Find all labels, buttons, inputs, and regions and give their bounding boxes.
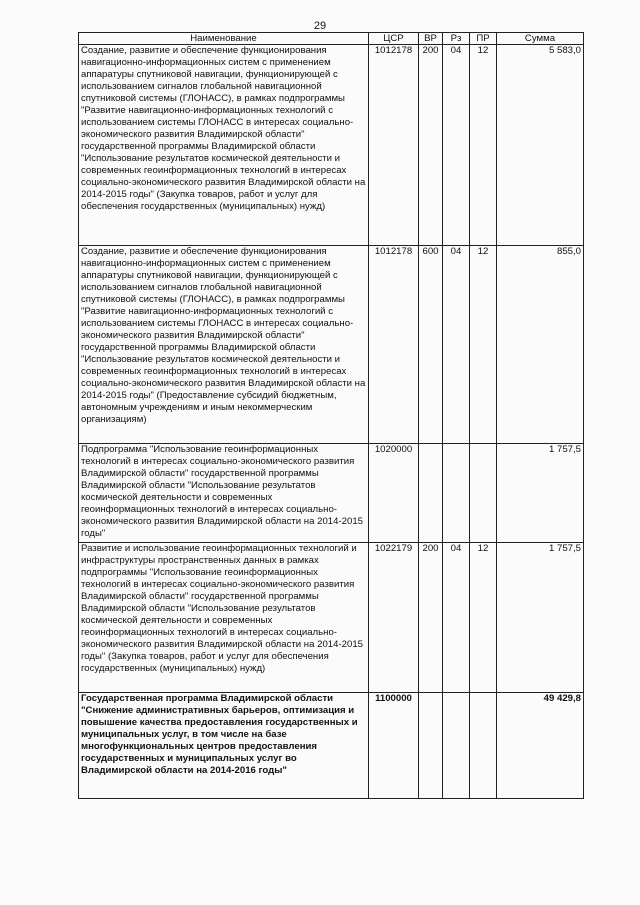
table-row	[79, 543, 584, 693]
row-csr: 1020000	[369, 444, 419, 543]
header-rz: Рз	[443, 33, 470, 45]
row-name: Подпрограмма "Использование геоинформационных технологий в интересах социально-экономического развития Владимирской области" государственной программы Владимирской области "Использование результатов космической деятельности и современных геоинформационных технологий в интересах социально-экономического развития Владимирской области на 2014-2015 годы"	[79, 444, 369, 543]
row-sum: 855,0	[497, 246, 584, 444]
row-sum: 5 583,0	[497, 45, 584, 246]
row-vr: 200	[419, 45, 443, 246]
header-sum: Сумма	[497, 33, 584, 45]
table-row	[79, 444, 584, 543]
header-csr: ЦСР	[369, 33, 419, 45]
row-vr	[419, 693, 443, 799]
row-pr: 12	[470, 543, 497, 693]
page-number: 29	[313, 20, 327, 32]
row-sum: 1 757,5	[497, 543, 584, 693]
row-vr: 200	[419, 543, 443, 693]
row-csr: 1100000	[369, 693, 419, 799]
row-csr: 1012178	[369, 45, 419, 246]
row-name: Развитие и использование геоинформационных технологий и инфраструктуры пространственных данных в рамках подпрограммы "Использование геоинформационных технологий в интересах социально-экономического развития Владимирской области" государственной программы Владимирской области "Использование результатов космической деятельности и современных геоинформационных технологий в интересах социально-экономического развития Владимирской области на 2014-2015 годы" (Закупка товаров, работ и услуг для обеспечения государственных (муниципальных) нужд)	[79, 543, 369, 693]
row-pr: 12	[470, 45, 497, 246]
row-name: Государственная программа Владимирской области "Снижение административных барьеров, оптимизация и повышение качества предоставления государственных и муниципальных услуг, в том числе на базе многофункциональных центров предоставления государственных и муниципальных услуг во Владимирской области на 2014-2016 годы"	[79, 693, 369, 799]
row-name: Создание, развитие и обеспечение функционирования навигационно-информационных систем с применением аппаратуры спутниковой навигации, функционирующей с использованием сигналов глобальной навигационной спутниковой системы (ГЛОНАСС), в рамках подпрограммы "Развитие навигационно-информационных технологий с использованием системы ГЛОНАСС в интересах социально-экономического развития Владимирской области" государственной программы Владимирской области "Использование результатов космической деятельности и современных геоинформационных технологий в интересах социально-экономического развития Владимирской области на 2014-2015 годы" (Предоставление субсидий бюджетным, автономным учреждениям и иным некоммерческим организациям)	[79, 246, 369, 444]
row-sum: 1 757,5	[497, 444, 584, 543]
budget-table	[78, 32, 584, 799]
header-name: Наименование	[79, 33, 369, 45]
row-rz: 04	[443, 543, 470, 693]
row-pr	[470, 444, 497, 543]
row-vr	[419, 444, 443, 543]
table-row	[79, 45, 584, 246]
row-vr: 600	[419, 246, 443, 444]
table-header-row	[79, 33, 584, 45]
row-rz	[443, 444, 470, 543]
header-pr: ПР	[470, 33, 497, 45]
row-csr: 1012178	[369, 246, 419, 444]
row-rz	[443, 693, 470, 799]
table-row	[79, 693, 584, 799]
row-pr: 12	[470, 246, 497, 444]
row-rz: 04	[443, 45, 470, 246]
row-name: Создание, развитие и обеспечение функционирования навигационно-информационных систем с применением аппаратуры спутниковой навигации, функционирующей с использованием сигналов глобальной навигационной спутниковой системы (ГЛОНАСС), в рамках подпрограммы "Развитие навигационно-информационных технологий с использованием системы ГЛОНАСС в интересах социально-экономического развития Владимирской области" государственной программы Владимирской области "Использование результатов космической деятельности и современных геоинформационных технологий в интересах социально-экономического развития Владимирской области на 2014-2015 годы" (Закупка товаров, работ и услуг для обеспечения государственных (муниципальных) нужд)	[79, 45, 369, 246]
row-csr: 1022179	[369, 543, 419, 693]
row-pr	[470, 693, 497, 799]
table-row	[79, 246, 584, 444]
row-sum: 49 429,8	[497, 693, 584, 799]
header-vr: ВР	[419, 33, 443, 45]
row-rz: 04	[443, 246, 470, 444]
